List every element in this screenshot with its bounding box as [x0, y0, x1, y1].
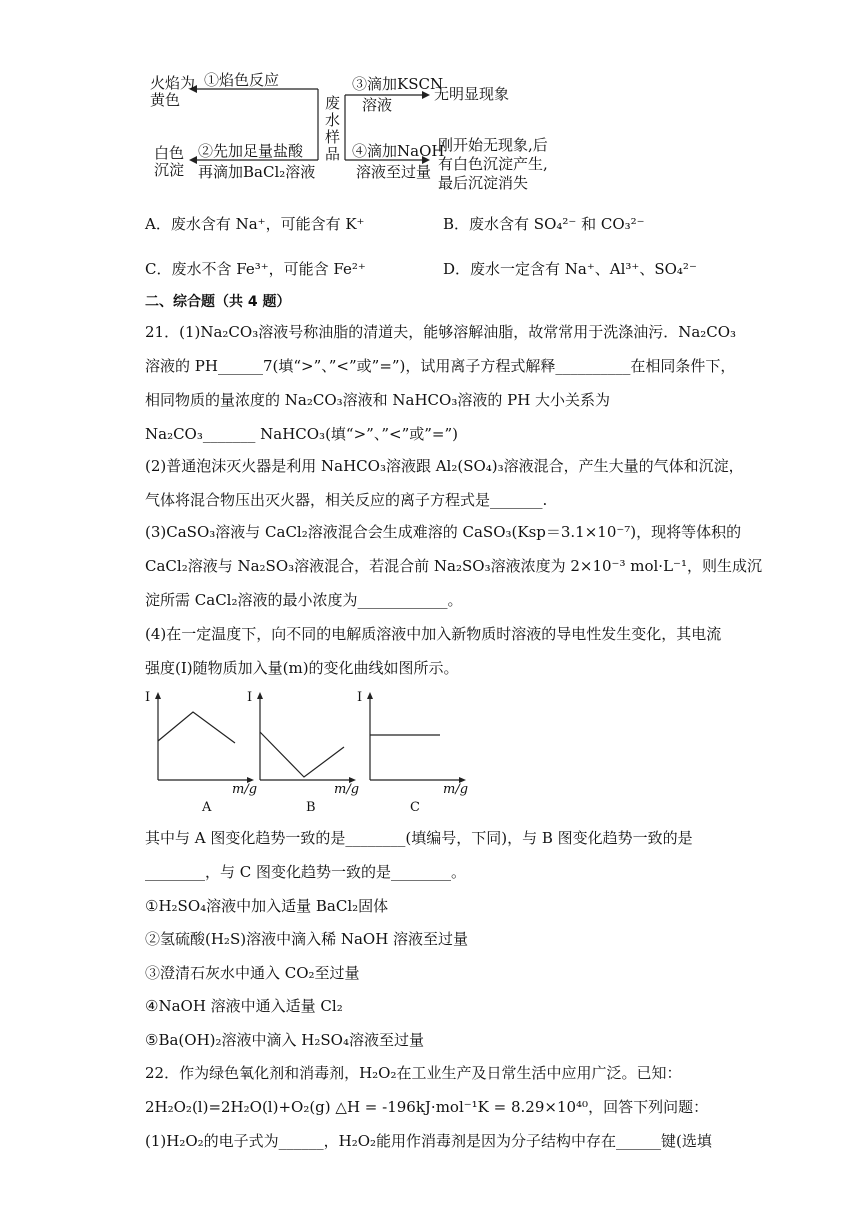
option-d: D．废水一定含有 Na⁺、Al³⁺、SO₄²⁻ [443, 260, 697, 278]
q21-line7: (3)CaSO₃溶液与 CaCl₂溶液混合会生成难溶的 CaSO₃(Ksp＝3.1×10⁻⁷)，现将等体积的 [145, 523, 742, 541]
graph-b-xlabel: m/g [334, 782, 360, 797]
flame-result: 火焰为 黄色 [150, 74, 196, 109]
option-c: C．废水不含 Fe³⁺，可能含 Fe²⁺ [145, 260, 366, 278]
q21-line8: CaCl₂溶液与 Na₂SO₃溶液混合，若混合前 Na₂SO₃溶液浓度为 2×10⁻³ mol·L⁻¹，则生成沉 [145, 557, 762, 575]
step4-top: ④滴加NaOH [352, 142, 445, 160]
q22-line3: (1)H₂O₂的电子式为______，H₂O₂能用作消毒剂是因为分子结构中存在______键(选填 [145, 1132, 712, 1150]
q21-line6: 气体将混合物压出灭火器，相关反应的离子方程式是_______. [145, 491, 548, 509]
graph-a-ylabel: I [145, 690, 151, 705]
q21-line2: 溶液的 PH______7(填“>”、”<”或”=”)，试用离子方程式解释__________在相同条件下， [145, 357, 736, 375]
graph-c-xlabel: m/g [443, 782, 469, 797]
graph-b [252, 690, 362, 790]
step4-result: 刚开始无现象,后 有白色沉淀产生, 最后沉淀消失 [438, 136, 548, 192]
graph-c [362, 690, 472, 790]
step2-bottom: 再滴加BaCl₂溶液 [198, 163, 316, 181]
q21-line5: (2)普通泡沫灭火器是利用 NaHCO₃溶液跟 Al₂(SO₄)₃溶液混合，产生大量的气体和沉淀， [145, 457, 744, 475]
step3-bottom: 溶液 [362, 96, 393, 114]
q21-item-2: ②氢硫酸(H₂S)溶液中滴入稀 NaOH 溶液至过量 [145, 930, 469, 948]
q21-line11: 强度(I)随物质加入量(m)的变化曲线如图所示。 [145, 659, 459, 677]
graph-c-name: C [410, 800, 420, 815]
step3-result: 无明显现象 [434, 85, 510, 103]
q21-line3: 相同物质的量浓度的 Na₂CO₃溶液和 NaHCO₃溶液的 PH 大小关系为 [145, 391, 611, 409]
q21-line9: 淀所需 CaCl₂溶液的最小浓度为____________。 [145, 591, 463, 609]
step3-top: ③滴加KSCN [352, 75, 444, 93]
q21-after2: ________，与 C 图变化趋势一致的是________。 [145, 863, 467, 881]
graph-c-ylabel: I [357, 690, 363, 705]
step2-top: ②先加足量盐酸 [198, 142, 304, 160]
graph-a [150, 690, 260, 790]
white-result: 白色 沉淀 [154, 144, 185, 179]
section-title: 二、综合题（共 4 题） [145, 294, 291, 310]
graph-b-ylabel: I [247, 690, 253, 705]
graph-b-name: B [306, 800, 316, 815]
q22-line2: 2H₂O₂(l)=2H₂O(l)+O₂(g) △H = -196kJ·mol⁻¹K = 8.29×10⁴⁰，回答下列问题： [145, 1098, 709, 1116]
option-b: B．废水含有 SO₄²⁻ 和 CO₃²⁻ [443, 215, 645, 233]
q21-line10: (4)在一定温度下，向不同的电解质溶液中加入新物质时溶液的导电性发生变化，其电流 [145, 625, 722, 643]
sample-label: 废 水 样 品 [325, 94, 341, 163]
step1-label: ①焰色反应 [204, 71, 280, 89]
q21-item-5: ⑤Ba(OH)₂溶液中滴入 H₂SO₄溶液至过量 [145, 1031, 424, 1049]
q21-line4: Na₂CO₃_______ NaHCO₃(填“>”、”<”或”=”) [145, 425, 458, 443]
q21-item-1: ①H₂SO₄溶液中加入适量 BaCl₂固体 [145, 897, 389, 915]
q21-item-3: ③澄清石灰水中通入 CO₂至过量 [145, 964, 360, 982]
q22-line1: 22．作为绿色氧化剂和消毒剂，H₂O₂在工业生产及日常生活中应用广泛。已知： [145, 1064, 682, 1082]
graph-a-name: A [202, 800, 212, 815]
q21-after1: 其中与 A 图变化趋势一致的是________(填编号，下同)，与 B 图变化趋势一致的是 [145, 829, 693, 847]
q21-line1: 21．(1)Na₂CO₃溶液号称油脂的清道夫，能够溶解油脂，故常常用于洗涤油污．Na₂CO₃ [145, 323, 737, 341]
step4-bottom: 溶液至过量 [356, 163, 432, 181]
q21-item-4: ④NaOH 溶液中通入适量 Cl₂ [145, 997, 343, 1015]
option-a: A．废水含有 Na⁺，可能含有 K⁺ [145, 215, 365, 233]
graph-a-xlabel: m/g [232, 782, 258, 797]
